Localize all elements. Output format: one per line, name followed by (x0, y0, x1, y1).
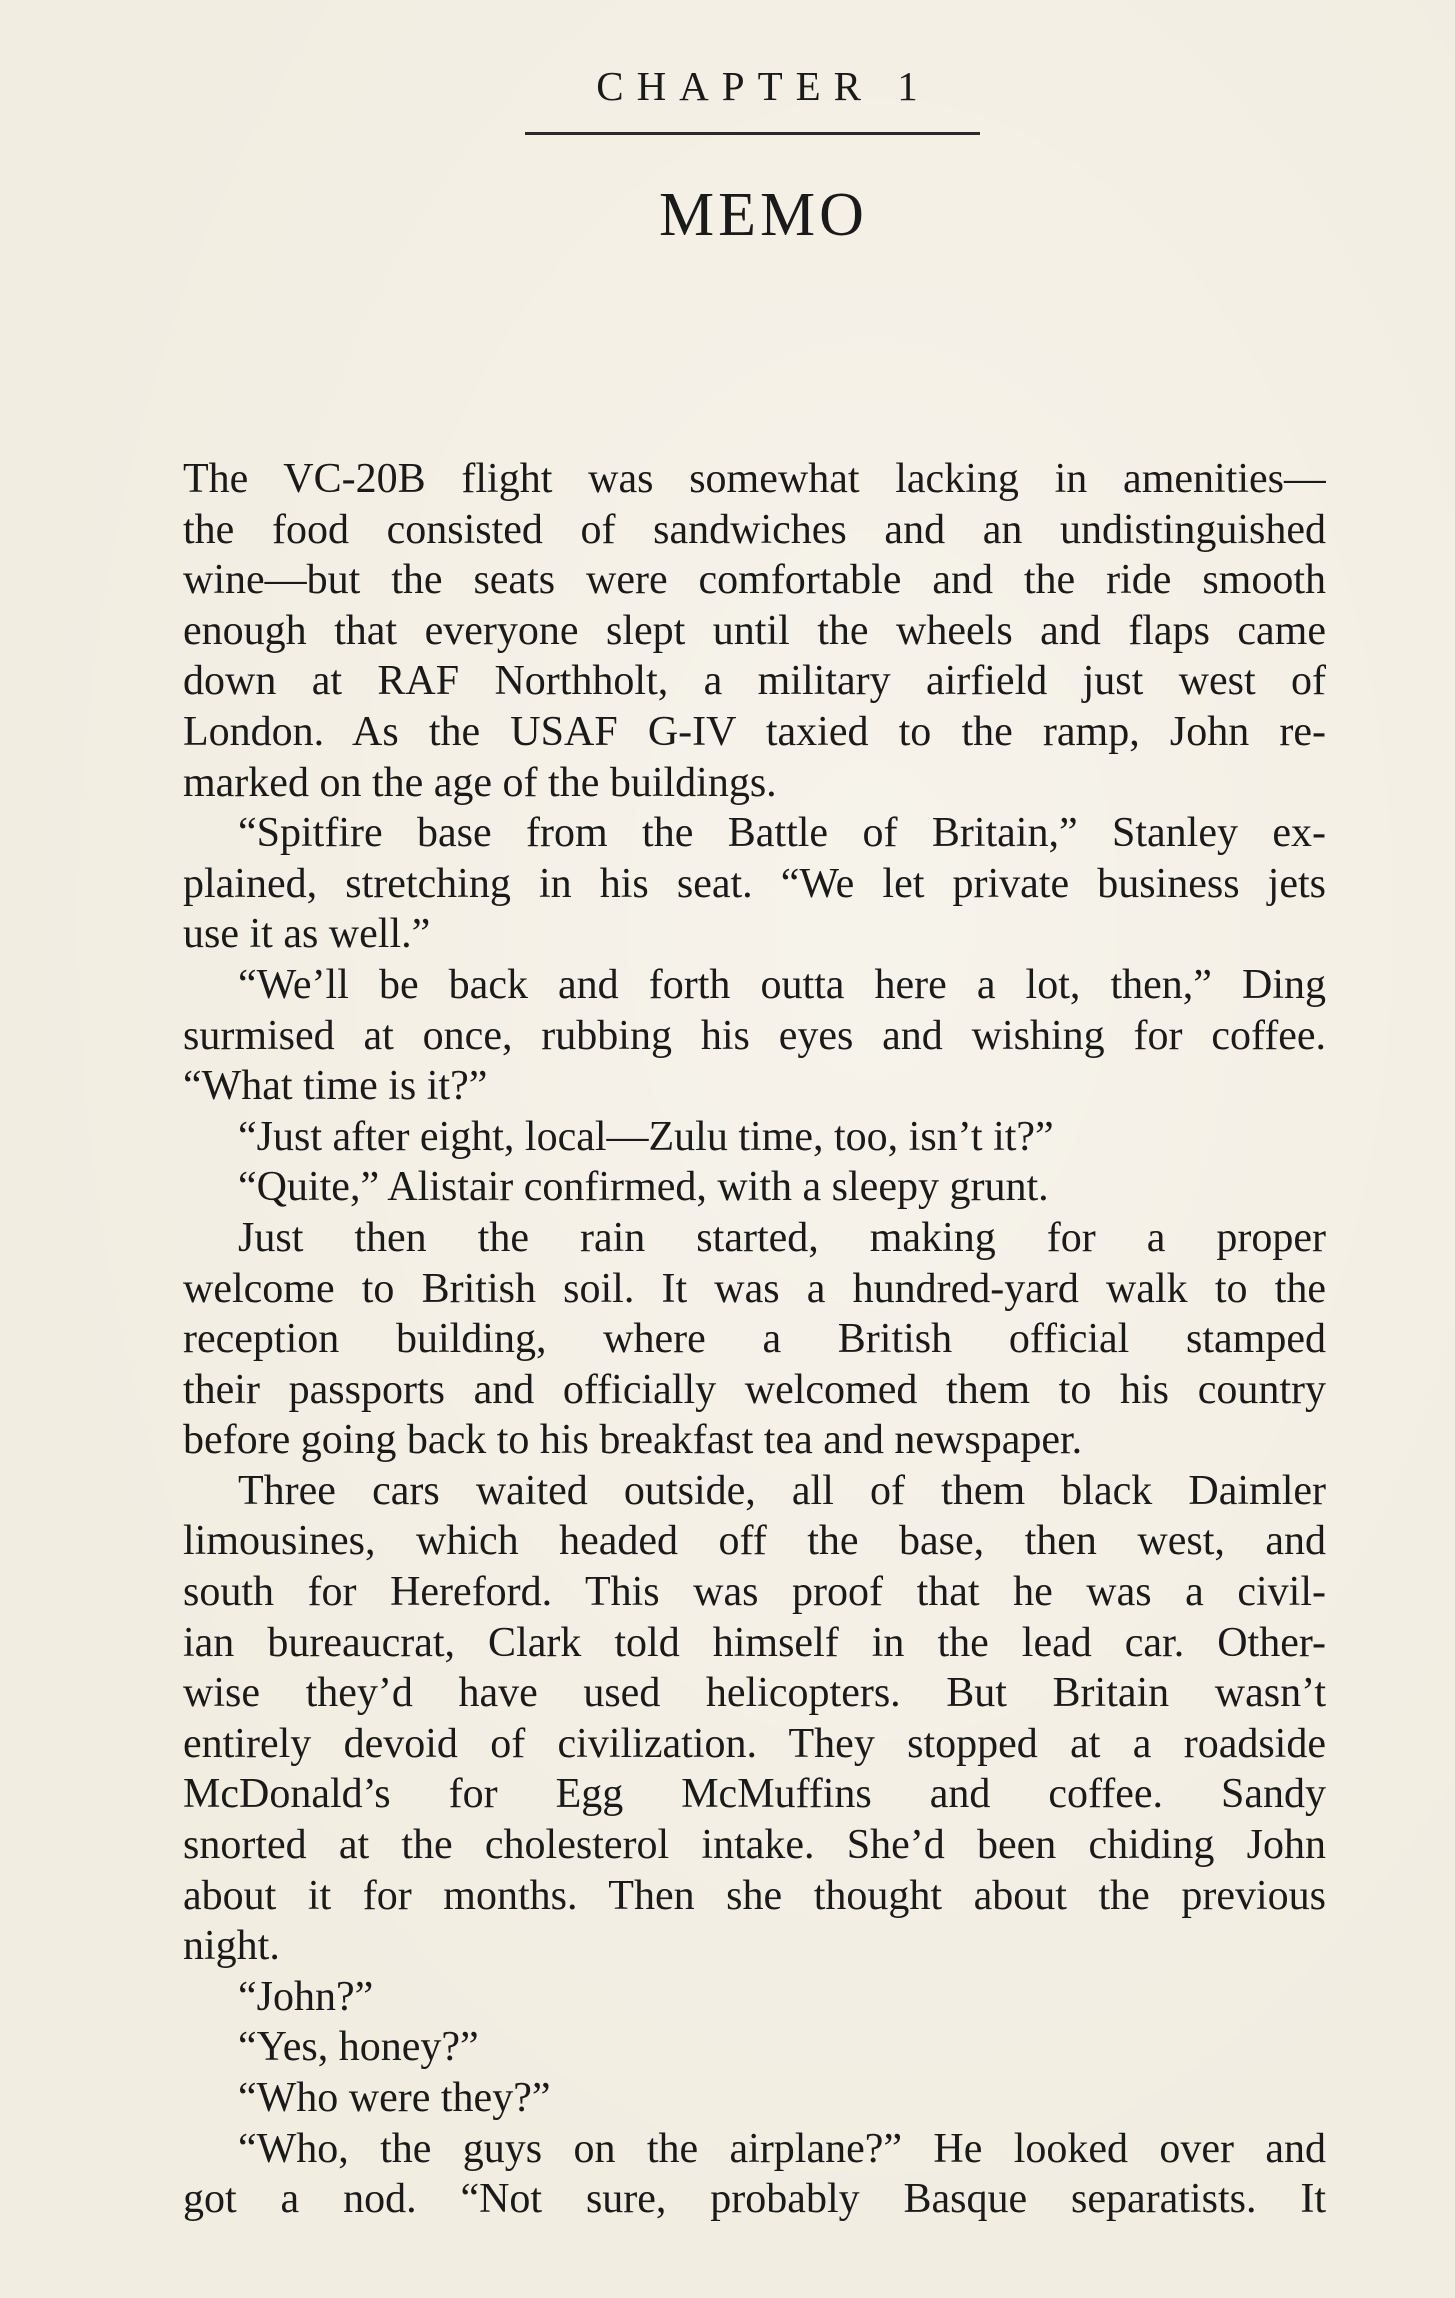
text-line: the food consisted of sandwiches and an undistinguished (183, 506, 1326, 553)
text-line: got a nod. “Not sure, probably Basque separatists. It (183, 2176, 1326, 2223)
text-line: their passports and officially welcomed them to his country (183, 1366, 1326, 1413)
text-line: marked on the age of the buildings. (183, 759, 777, 806)
text-line: “What time is it?” (183, 1063, 488, 1110)
text-line: McDonald’s for Egg McMuffins and coffee. Sandy (183, 1771, 1326, 1818)
text-line: south for Hereford. This was proof that he was a civil- (183, 1569, 1326, 1616)
text-line: about it for months. Then she thought about the previous (183, 1872, 1326, 1919)
text-line: surmised at once, rubbing his eyes and wishing for coffee. (183, 1012, 1326, 1059)
text-line: enough that everyone slept until the wheels and flaps came (183, 607, 1326, 654)
text-line: wise they’d have used helicopters. But Britain wasn’t (183, 1670, 1326, 1717)
text-line: before going back to his breakfast tea and newspaper. (183, 1417, 1083, 1464)
text-line: wine—but the seats were comfortable and the ride smooth (183, 557, 1326, 604)
text-line: “Who were they?” (238, 2075, 551, 2121)
text-line: “We’ll be back and forth outta here a lot, then,” Ding (238, 961, 1326, 1008)
chapter-label: CHAPTER 1 (596, 63, 931, 109)
text-line: “Who, the guys on the airplane?” He looked over and (238, 2125, 1326, 2172)
text-line: use it as well.” (183, 911, 431, 958)
text-line: welcome to British soil. It was a hundred-yard walk to the (183, 1265, 1326, 1312)
text-line: “Yes, honey?” (238, 2024, 479, 2071)
text-line: “Just after eight, local—Zulu time, too, isn’t it?” (238, 1113, 1054, 1160)
text-line: Three cars waited outside, all of them black Daimler (238, 1467, 1326, 1514)
text-line: ian bureaucrat, Clark told himself in the lead car. Other- (183, 1619, 1326, 1666)
text-line: The VC-20B flight was somewhat lacking in amenities— (183, 456, 1326, 502)
text-line: “Quite,” Alistair confirmed, with a sleepy grunt. (238, 1164, 1049, 1211)
text-line: plained, stretching in his seat. “We let private business jets (183, 860, 1326, 907)
body-text (183, 454, 1326, 2225)
text-line: Just then the rain started, making for a proper (238, 1214, 1326, 1261)
text-line: snorted at the cholesterol intake. She’d been chiding John (183, 1822, 1326, 1869)
chapter-title: MEMO (659, 181, 868, 249)
text-line: reception building, where a British official stamped (183, 1316, 1326, 1363)
text-line: night. (183, 1923, 280, 1970)
text-line: “John?” (238, 1973, 374, 2020)
text-line: entirely devoid of civilization. They stopped at a roadside (183, 1720, 1326, 1767)
text-line: limousines, which headed off the base, then west, and (183, 1518, 1326, 1565)
chapter-divider-rule (525, 132, 980, 135)
text-line: London. As the USAF G-IV taxied to the ramp, John re- (183, 708, 1326, 755)
text-line: “Spitfire base from the Battle of Britain,” Stanley ex- (238, 810, 1326, 857)
text-line: down at RAF Northholt, a military airfield just west of (183, 658, 1326, 705)
